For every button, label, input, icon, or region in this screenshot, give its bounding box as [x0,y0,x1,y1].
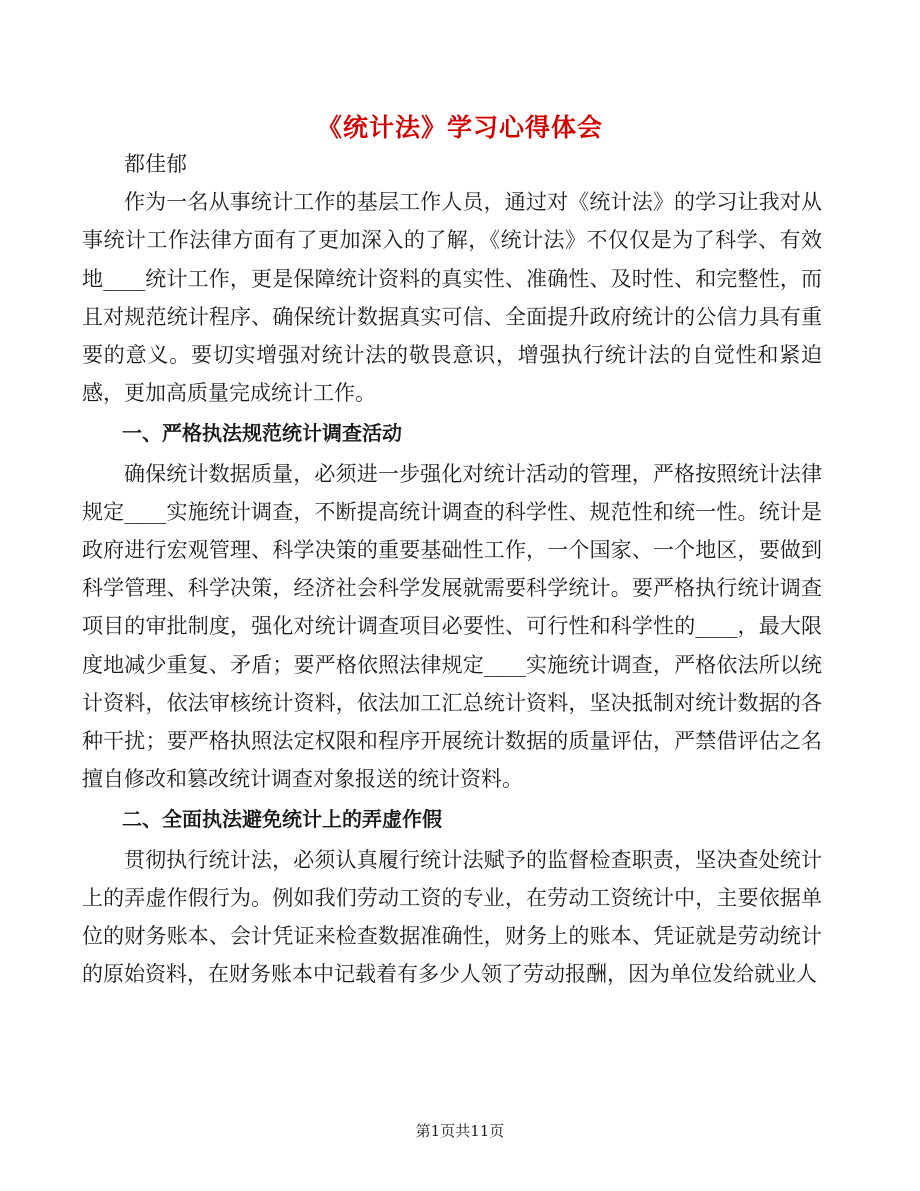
section-heading-2: 二、全面执法避免统计上的弄虚作假 [122,807,442,832]
section-paragraph-2: 贯彻执行统计法，必须认真履行统计法赋予的监督检查职责，坚决查处统计上的弄虚作假行为。例如我们劳动工资的专业，在劳动工资统计中，主要依据单位的财务账本、会计凭证来检查数据准确性，财务上的账本、凭证就是劳动统计的原始资料，在财务账本中记载着有多少人领了劳动报酬，因为单位发给就业人 [82,847,822,987]
document-title: 《统计法》学习心得体会 [316,113,603,142]
author-name: 都佳郁 [124,152,187,176]
document-body [82,145,822,993]
section-heading-1: 一、严格执法规范统计调查活动 [122,421,402,446]
section-paragraph-1: 确保统计数据质量，必须进一步强化对统计活动的管理，严格按照统计法律规定____实施统计调查，不断提高统计调查的科学性、规范性和统一性。统计是政府进行宏观管理、科学决策的重要基础性工作，一个国家、一个地区，要做到科学管理、科学决策，经济社会科学发展就需要科学统计。要严格执行统计调查项目的审批制度，强化对统计调查项目必要性、可行性和科学性的____，最大限度地减少重复、矛盾；要严格依照法律规定____实施统计调查，严格依法所以统计资料，依法审核统计资料，依法加工汇总统计资料，坚决抵制对统计数据的各种干扰；要严格执照法定权限和程序开展统计数据的质量评估，严禁借评估之名擅自修改和篡改统计调查对象报送的统计资料。 [82,461,822,792]
page-number: 第1页共11页 [415,1122,505,1140]
intro-paragraph: 作为一名从事统计工作的基层工作人员，通过对《统计法》的学习让我对从事统计工作法律方面有了更加深入的了解，《统计法》不仅仅是为了科学、有效地____统计工作，更是保障统计资料的真实性、准确性、及时性、和完整性，而且对规范统计程序、确保统计数据真实可信、全面提升政府统计的公信力具有重要的意义。要切实增强对统计法的敬畏意识，增强执行统计法的自觉性和紧迫感，更加高质量完成统计工作。 [82,190,822,406]
